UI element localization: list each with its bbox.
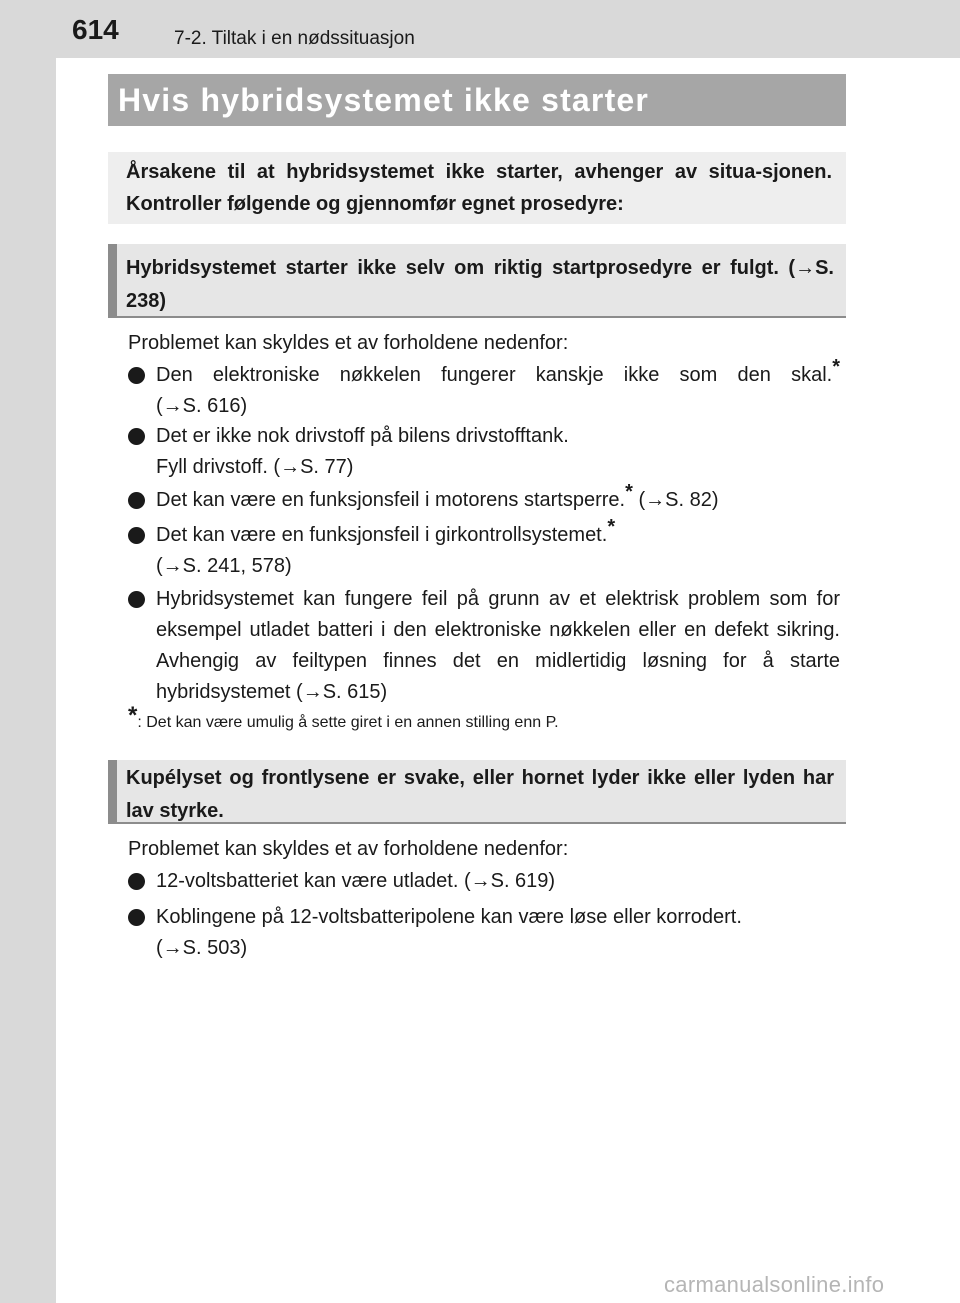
case1-bullet-5 (128, 584, 840, 708)
bullet-dot (128, 873, 145, 890)
case1-heading: Hybridsystemet starter ikke selv om riktig startprosedyre er fulgt. (→S. 238) (126, 257, 834, 312)
case2-lead: Problemet kan skyldes et av forholdene nedenfor: (128, 838, 569, 860)
case1-bullet-4-text: Det kan være en funksjonsfeil i girkontrollsystemet. (156, 524, 608, 546)
case1-bullet-4-ref: (→S. 241, 578) (156, 555, 292, 577)
case1-bullet-3 (128, 481, 840, 516)
case2-bullet-2-ref: (→S. 503) (156, 937, 248, 959)
case1-bullet-1-ref: (→S. 616) (156, 395, 248, 417)
case1-bullet-2 (128, 421, 840, 483)
case1-bullet-2-ref: Fyll drivstoff. (→S. 77) (156, 456, 354, 478)
section-title: Hvis hybridsystemet ikke starter (118, 82, 650, 118)
case1-bullet-3-ref: (→S. 82) (638, 489, 719, 511)
case1-bullet-1 (128, 356, 840, 422)
case2-bullet-1-text: 12-voltsbatteriet kan være utladet. (→S. 619) (156, 870, 556, 892)
case2-heading-box (108, 760, 846, 824)
chapter-title: 7-2. Tiltak i en nødssituasjon (174, 28, 415, 49)
footnote (128, 702, 559, 732)
bullet-dot (128, 367, 145, 384)
intro-text: Årsakene til at hybridsystemet ikke starter, avhenger av situa-sjonen. Kontroller følgende og gjennomfør egnet prosedyre: (126, 161, 832, 215)
bullet-dot (128, 591, 145, 608)
footnote-star: * (128, 702, 138, 729)
section-title-bar (108, 74, 846, 126)
case2-heading: Kupélyset og frontlysene er svake, eller hornet lyder ikke eller lyden har lav styrke. (126, 767, 834, 822)
case1-lead: Problemet kan skyldes et av forholdene nedenfor: (128, 332, 569, 354)
case1-bullet-4 (128, 516, 840, 582)
footnote-star: * (625, 481, 633, 503)
case2-bullet-1 (128, 866, 840, 897)
case1-bullet-2-text: Det er ikke nok drivstoff på bilens drivstofftank. (156, 425, 569, 447)
footnote-star: * (607, 516, 616, 538)
case2-bullet-2-text: Koblingene på 12-voltsbatteripolene kan være løse eller korrodert. (156, 906, 742, 928)
side-band (0, 0, 56, 1303)
bullet-dot (128, 909, 145, 926)
case1-heading-box (108, 244, 846, 318)
watermark: carmanualsonline.info (664, 1272, 885, 1297)
intro-box (108, 152, 846, 224)
case1-bullet-1-text: Den elektroniske nøkkelen fungerer kanskje ikke som den skal. (156, 364, 833, 386)
case2-bullet-2 (128, 902, 840, 964)
bullet-dot (128, 527, 145, 544)
case1-bullet-3-text: Det kan være en funksjonsfeil i motorens startsperre. (156, 489, 626, 511)
footnote-text: : Det kan være umulig å sette giret i en annen stilling enn P. (137, 714, 559, 731)
bullet-dot (128, 428, 145, 445)
case1-bullet-5-text: Hybridsystemet kan fungere feil på grunn av et elektrisk problem som for eksempel utladet batteri i den elektroniske nøkkelen eller en defekt sikring. Avhengig av feiltypen finnes det en midlertidig løsning for å starte hybridsystemet (→S. 615) (156, 588, 840, 703)
bullet-dot (128, 492, 145, 509)
footnote-star: * (832, 356, 840, 378)
page-number: 614 (72, 14, 119, 45)
